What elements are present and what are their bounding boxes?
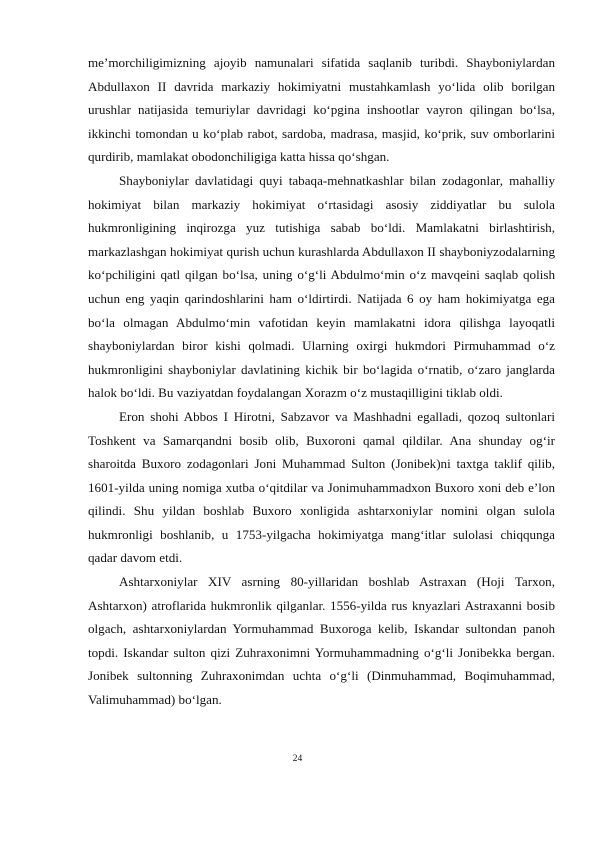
page-body — [88, 51, 555, 831]
paragraph-shayboniylar-crisis: Shayboniylar davlatidagi quyi tabaqa-mehnatkashlar bilan zodagonlar, mahalliy hokimiyat bilan markaziy hokimiyat o‘rtasidagi asosiy ziddiyatlar bu sulola hukmronligining inqirozga yuz tutishiga sabab bo‘ldi. Mamlakatni birlashtirish, markazlashgan hokimiyat qurish uchun kurashlarda Abdullaxon II shayboniyzodalarning ko‘pchiligini qatl qilgan bo‘lsa, uning o‘g‘li Abdulmo‘min o‘z mavqeini saqlab qolish uchun eng yaqin qarindoshlarini ham o‘ldirtirdi. Natijada 6 oy ham hokimiyatga ega bo‘la olmagan Abdulmo‘min vafotidan keyin mamlakatni idora qilishga layoqatli shayboniylardan biror kishi qolmadi. Ularning oxirgi hukmdori Pirmuhammad o‘z hukmronligini shayboniylar davlatining kichik bir bo‘lagida o‘rnatib, o‘zaro janglarda halok bo‘ldi. Bu vaziyatdan foydalangan Xorazm o‘z mustaqilligini tiklab oldi. — [88, 172, 555, 401]
paragraph-eron-shohi: Eron shohi Abbos I Hirotni, Sabzavor va Mashhadni egalladi, qozoq sultonlari Toshkent va Samarqandni bosib olib, Buxoroni qamal qildilar. Ana shunday og‘ir sharoitda Buxoro zodagonlari Joni Muhammad Sulton (Jonibek)ni taxtga taklif qilib, 1601-yilda uning nomiga xutba o‘qitdilar va Jonimuhammadxon Buxoro xoni deb e’lon qilindi. Shu yildan boshlab Buxoro xonligida ashtarxoniylar nomini olgan sulola hukmronligi boshlanib, u 1753-yilgacha hokimiyatga mang‘itlar sulolasi chiqqunga qadar davom etdi. — [88, 408, 555, 566]
paragraph-continuation: me’morchiligimizning ajoyib namunalari sifatida saqlanib turibdi. Shayboniylardan Abdullaxon II davrida markaziy hokimiyatni mustahkamlash yo‘lida olib borilgan urushlar natijasida temuriylar davridagi ko‘pgina inshootlar vayron qilingan bo‘lsa, ikkinchi tomondan u ko‘plab rabot, sardoba, madrasa, masjid, ko‘prik, suv omborlarini qurdirib, mamlakat obodonchiligiga katta hissa qo‘shgan. — [88, 55, 555, 165]
paragraph-ashtarxoniylar: Ashtarxoniylar XIV asrning 80-yillaridan boshlab Astraxan (Hoji Tarxon, Ashtarxon) atroflarida hukmronlik qilganlar. 1556-yilda rus knyazlari Astraxanni bosib olgach, ashtarxoniylardan Yormuhammad Buxoroga kelib, Iskandar sultondan panoh topdi. Iskandar sulton qizi Zuhraxonimni Yormuhammadning o‘g‘li Jonibekka bergan. Jonibek sultonning Zuhraxonimdan uchta o‘g‘li (Dinmuhammad, Boqimuhammad, Valimuhammad) bo‘lgan. — [88, 574, 555, 708]
page-number: 24 — [292, 754, 303, 764]
